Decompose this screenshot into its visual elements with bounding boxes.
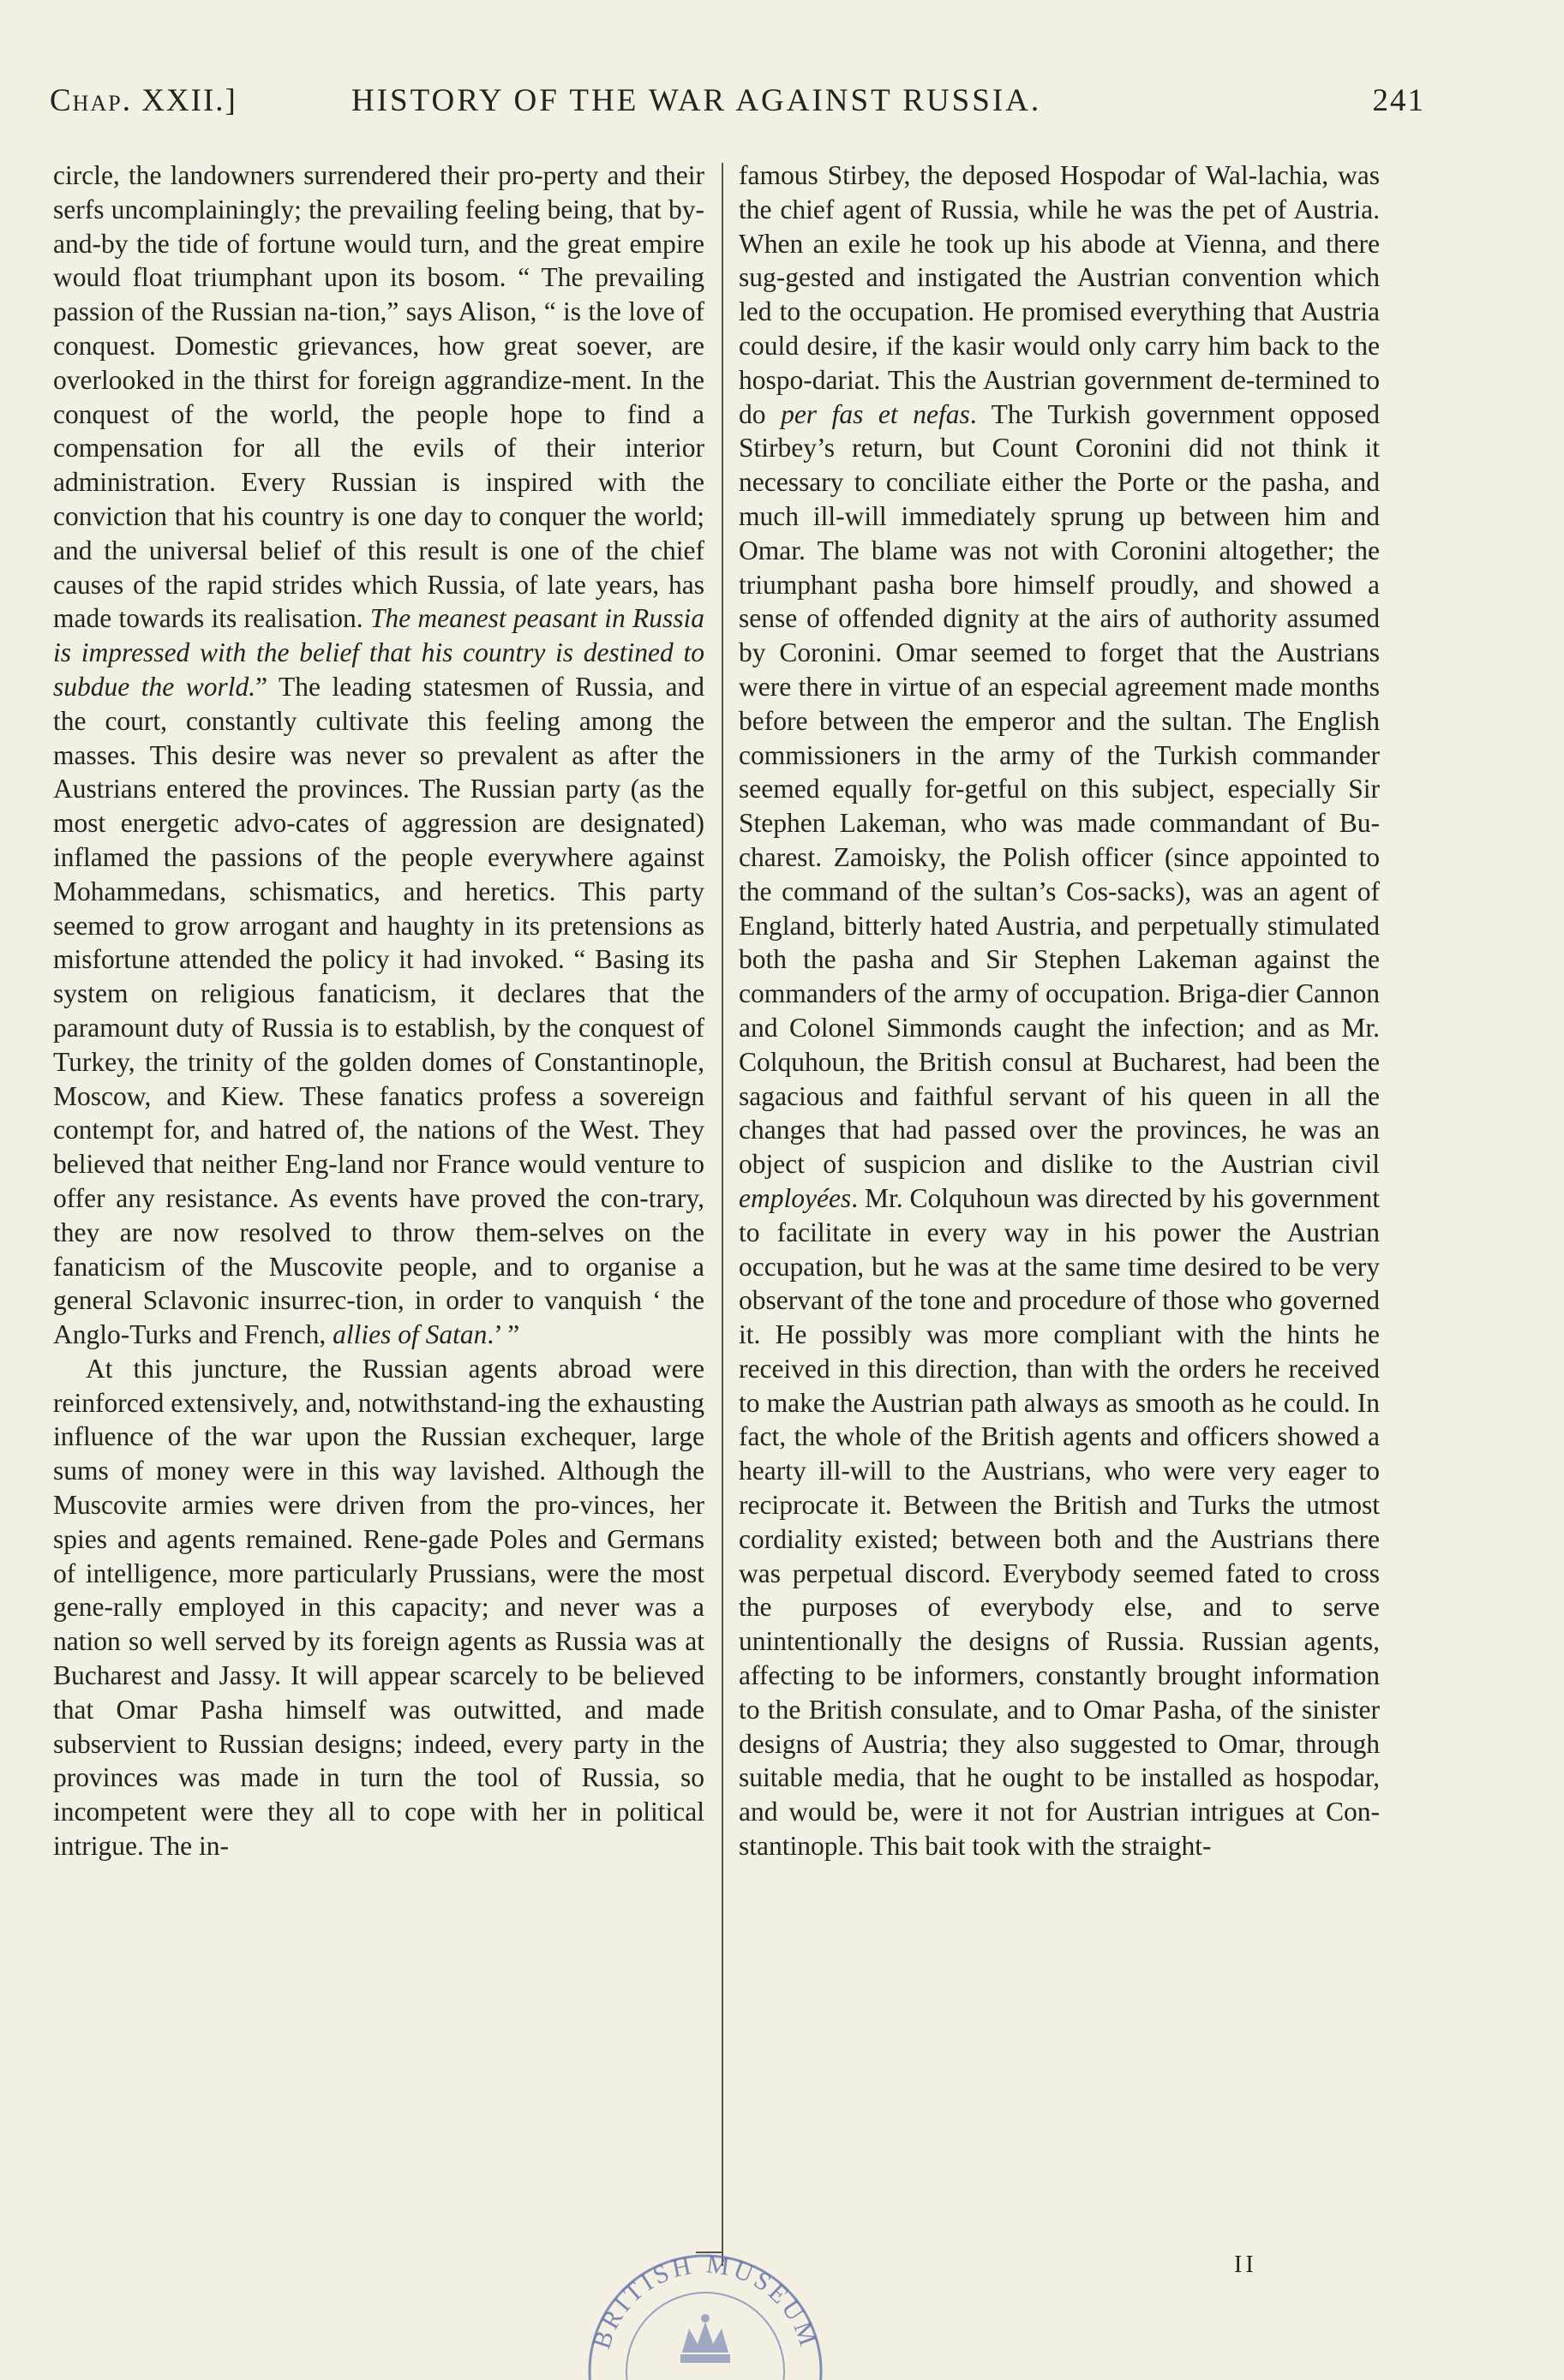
text-run: .’ ” (487, 1319, 520, 1350)
text-run: circle, the landowners surrendered their pro-perty and their serfs uncomplainingly; the prevailing feeling being, that by-and-by the tide of fortune would turn, and the great empire would float triumphant upon its bosom. “ The prevailing passion of the Russian na-tion,” says Alison, “ is the love of conquest. Domestic grievances, how great soever, are overlooked in the thirst for foreign aggrandize-ment. In the conquest of the world, the people hope to find a compensation for all the evils of their interior administration. Every Russian is inspired with the conviction that his country is one day to conquer the world; and the universal belief of this result is one of the chief causes of the rapid strides which Russia, of late years, has made towards its realisation. (53, 160, 704, 634)
paragraph-3 (739, 158, 1380, 1863)
text-run: famous Stirbey, the deposed Hospodar of Wal-lachia, was the chief agent of Russia, while he was the pet of Austria. When an exile he took up his abode at Vienna, and there sug-gested and instigated the Austrian convention which led to the occupation. He promised everything that Austria could desire, if the kasir would only carry him back to the hospo-dariat. This the Austrian government de-termined to do (739, 160, 1380, 429)
column-divider (722, 163, 723, 2266)
museum-stamp (572, 2243, 838, 2380)
paragraph-2: At this juncture, the Russian agents abroad were reinforced extensively, and, notwithstand-ing the exhausting influence of the war upon the Russian exchequer, large sums of money were in this way lavished. Although the Muscovite armies were driven from the pro-vinces, her spies and agents remained. Rene-gade Poles and Germans of intelligence, more particularly Prussians, were the most gene-rally employed in this capacity; and never was a nation so well served by its foreign agents as Russia was at Bucharest and Jassy. It will appear scarcely to be believed that Omar Pasha himself was outwitted, and made subservient to Russian designs; indeed, every party in the provinces was made in turn the tool of Russia, so incompetent were they all to cope with her in political intrigue. The in- (53, 1353, 704, 1862)
text-run: . The Turkish government opposed Stirbey’s return, but Count Coronini did not think it necessary to conciliate either the Porte or the pasha, and much ill-will immediately sprung up between him and Omar. The blame was not with Coronini altogether; the triumphant pasha bore himself proudly, and showed a sense of offended dignity at the airs of authority assumed by Coronini. Omar seemed to forget that the Austrians were there in virtue of an especial agreement made months before between the emperor and the sultan. The English commissioners in the army of the Turkish commander seemed equally for-getful on this subject, especially Sir Stephen Lakeman, who was made commandant of Bu-charest. Zamoisky, the Polish officer (since appointed to the command of the sultan’s Cos-sacks), was an agent of England, bitterly hated Austria, and perpetually stimulated both the pasha and Sir Stephen Lakeman against the commanders of the army of occupation. Briga-dier Cannon and Colonel Simmonds caught the infection; and as Mr. Colquhoun, the British consul at Bucharest, had been the sagacious and faithful servant of his queen in all the changes that had passed over the provinces, he was an object of suspicion and dislike to the Austrian civil (739, 398, 1380, 1180)
page-number: 241 (1372, 83, 1425, 118)
italic-quote: The meanest peasant in Russia is impressed with the belief that his country is destined to subdue the world. (53, 603, 704, 702)
signature-mark: II (1234, 2251, 1257, 2278)
italic-phrase: allies of Satan (333, 1319, 488, 1350)
stamp-text: BRITISH MUSEUM (587, 2250, 824, 2353)
text-run: . Mr. Colquhoun was directed by his government to facilitate in every way in his power the Austrian occupation, but he was at the same time desired to be very observant of the tone and procedure of those who governed it. He possibly was more compliant with the hints he received in this direction, than with the orders he received to make the Austrian path always as smooth as he could. In fact, the whole of the British agents and officers showed a hearty ill-will to the Austrians, who were very eager to reciprocate it. Between the British and Turks the utmost cordiality existed; between both and the Austrians there was perpetual discord. Everybody seemed fated to cross the purposes of everybody else, and to serve unintentionally the designs of Russia. Russian agents, affecting to be informers, constantly brought information to the British consulate, and to Omar Pasha, of the sinister designs of Austria; they also suggested to Omar, through suitable media, that he ought to be installed as hospodar, and would be, were it not for Austrian intrigues at Con-stantinople. This bait took with the straight- (739, 1182, 1380, 1862)
running-title: HISTORY OF THE WAR AGAINST RUSSIA. (351, 83, 1042, 118)
running-header (50, 82, 1425, 134)
paragraph-1 (53, 158, 704, 1352)
italic-phrase: employées (739, 1182, 852, 1213)
chapter-label: Chap. XXII.] (50, 83, 237, 118)
right-column (739, 158, 1380, 1863)
text-run: ” The leading statesmen of Russia, and the court, constantly cultivate this feeling among the masses. This desire was never so prevalent as after the Austrians entered the provinces. The Russian party (as the most energetic advo-cates of aggression are designated) inflamed the passions of the people everywhere against Mohammedans, schismatics, and heretics. This party seemed to grow arrogant and haughty in its pretensions as misfortune attended the policy it had invoked. “ Basing its system on religious fanaticism, it declares that the paramount duty of Russia is to establish, by the conquest of Turkey, the trinity of the golden domes of Constantinople, Moscow, and Kiew. These fanatics profess a sovereign contempt for, and hatred of, the nations of the West. They believed that neither Eng-land nor France would venture to offer any resistance. As events have proved the con-trary, they are now resolved to throw them-selves on the fanaticism of the Muscovite people, and to organise a general Sclavonic insurrec-tion, in order to vanquish ‘ the Anglo-Turks and French, (53, 671, 704, 1350)
italic-phrase: per fas et nefas (781, 398, 970, 429)
left-column (53, 158, 704, 1863)
crown-icon (680, 2314, 730, 2363)
